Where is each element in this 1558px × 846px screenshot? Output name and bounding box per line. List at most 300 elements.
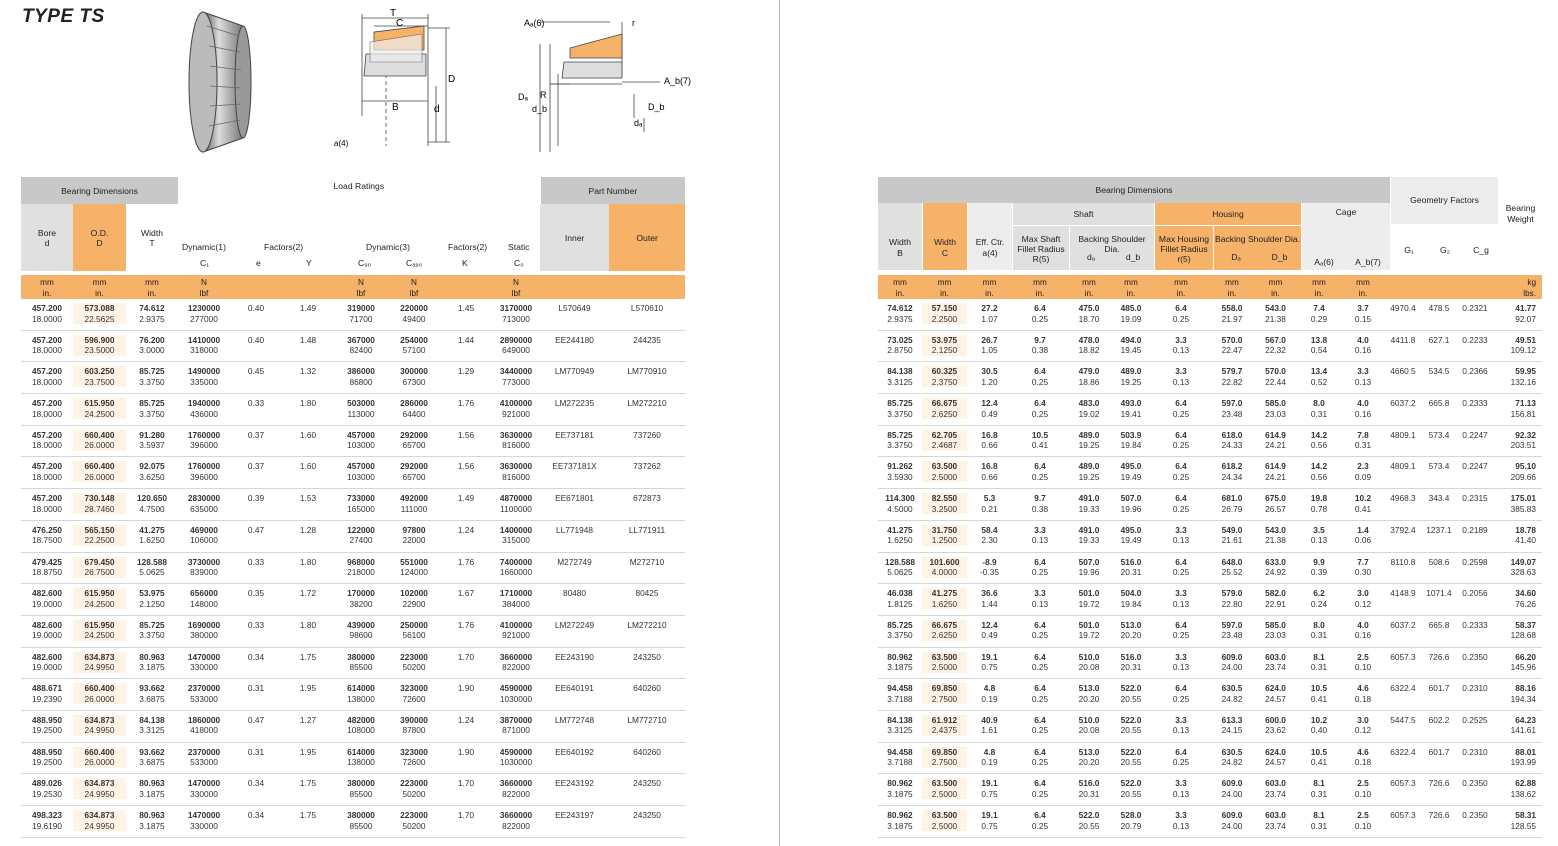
rh-secondary: 0.25: [1172, 630, 1190, 641]
ca90: [388, 557, 440, 578]
od-secondary: 22.2500: [84, 535, 115, 546]
bore-primary: 457.200: [32, 366, 62, 377]
ca90-secondary: 22900: [402, 598, 426, 609]
c-primary: 66.675: [931, 619, 958, 630]
cg: [1457, 588, 1493, 599]
header-load-ratings: Load Ratings: [333, 181, 385, 191]
Da-secondary: 22.82: [1221, 376, 1243, 387]
c0: [492, 588, 540, 609]
weight-primary: 18.78: [1515, 524, 1536, 535]
c-primary: 69.850: [931, 746, 958, 757]
ca90-secondary: 72600: [402, 757, 426, 768]
width: [126, 747, 178, 768]
b: [878, 620, 922, 641]
Ab: [1341, 620, 1385, 641]
rh: [1152, 683, 1210, 704]
c1: [178, 461, 230, 482]
y-primary: 1.75: [299, 810, 317, 820]
weight-primary: 95.10: [1515, 461, 1536, 472]
y-primary: 1.95: [299, 746, 317, 757]
g2: [1421, 683, 1457, 694]
rh: [1152, 778, 1210, 799]
c: [922, 303, 967, 324]
rs-primary: 6.4: [1034, 461, 1046, 472]
cg-primary: 0.2247: [1462, 429, 1488, 440]
weight: [1493, 683, 1536, 704]
width-primary: 53.975: [139, 588, 165, 599]
ca90-secondary: 22000: [402, 535, 426, 546]
g1: [1385, 652, 1421, 663]
cg-primary: 0.2525: [1462, 714, 1488, 725]
ca90: [388, 715, 440, 736]
g2-primary: 726.6: [1428, 810, 1450, 820]
rs-primary: 6.4: [1034, 398, 1046, 409]
c1-primary: 3730000: [187, 556, 221, 567]
Ab-primary: 7.7: [1357, 556, 1369, 567]
a-secondary: 0.19: [981, 757, 998, 768]
g1: [1385, 430, 1421, 441]
width-secondary: 5.0625: [139, 567, 165, 577]
load-row-5: [21, 457, 685, 489]
rs-primary: 9.7: [1034, 334, 1046, 345]
rh-primary: 6.4: [1175, 746, 1187, 757]
c-primary: 57.150: [931, 303, 958, 313]
e-primary: 0.33: [247, 398, 265, 409]
unit-left-9-secondary: lbf: [511, 288, 521, 298]
od-primary: 660.400: [84, 683, 115, 694]
width-primary: 74.612: [139, 303, 165, 313]
od: [73, 620, 126, 641]
g1: [1385, 303, 1421, 314]
rh: [1152, 398, 1210, 419]
outer-primary: 244235: [633, 334, 661, 345]
c: [922, 461, 967, 482]
load-row-14: [21, 743, 685, 775]
y: [282, 335, 334, 346]
ca90-primary: 220000: [400, 303, 428, 313]
cg: [1457, 493, 1493, 504]
g1-primary: 6057.3: [1390, 810, 1416, 820]
y: [282, 715, 334, 726]
header-part-number: Part Number: [540, 177, 685, 204]
e: [230, 588, 282, 599]
Db-secondary: 23.62: [1265, 725, 1286, 736]
g1: [1385, 335, 1421, 346]
cg-primary: 0.2056: [1462, 588, 1488, 599]
g2-primary: 1237.1: [1426, 524, 1452, 535]
rs-primary: 6.4: [1034, 746, 1046, 757]
k-primary: 1.49: [457, 493, 475, 504]
Db-secondary: 24.92: [1265, 567, 1286, 577]
od-secondary: 24.9950: [84, 820, 115, 831]
unit-left-9: [492, 278, 540, 299]
db-secondary: 19.49: [1120, 535, 1142, 546]
header-backing-housing: Backing Shoulder Dia.: [1214, 226, 1301, 270]
weight-primary: 64.23: [1515, 714, 1536, 725]
load-row-3: [21, 394, 685, 426]
rh: [1152, 493, 1210, 514]
g1: [1385, 525, 1421, 536]
rh-secondary: 0.25: [1172, 503, 1190, 514]
width-secondary: 3.3750: [139, 376, 165, 387]
Ab-secondary: 0.15: [1354, 313, 1372, 324]
c90-secondary: 27400: [349, 535, 373, 546]
db: [1110, 461, 1152, 482]
outer-primary: 737262: [633, 461, 661, 472]
rs-secondary: 0.25: [1031, 408, 1049, 419]
header-geometry-factors: Geometry Factors: [1391, 177, 1498, 224]
weight: [1493, 588, 1536, 609]
header-dynamic3: Dynamic(3): [366, 242, 410, 252]
e-primary: 0.47: [247, 714, 265, 725]
db-primary: 522.0: [1120, 683, 1142, 694]
c-secondary: 2.2500: [931, 313, 958, 324]
Ab: [1341, 652, 1385, 673]
b-primary: 46.038: [887, 588, 913, 599]
Aa-primary: 8.1: [1313, 651, 1325, 662]
unit-left-7-secondary: lbf: [409, 288, 419, 298]
inner-primary: EE671801: [555, 493, 594, 504]
diagram-label-da-large: Dₐ: [518, 92, 528, 102]
a-primary: 30.5: [981, 366, 998, 377]
c0: [492, 715, 540, 736]
unit-right-4-primary: mm: [1082, 278, 1096, 287]
header-Ab: A_b(7): [1355, 257, 1381, 267]
width-secondary: 3.5937: [139, 440, 165, 451]
c0-secondary: 1660000: [499, 567, 533, 577]
y-primary: 1.60: [299, 461, 317, 472]
unit-right-0: [878, 278, 922, 299]
b: [878, 430, 922, 451]
g2-primary: 1071.4: [1426, 588, 1452, 599]
bore-secondary: 18.0000: [32, 345, 62, 356]
k-primary: 1.90: [457, 746, 475, 757]
a-primary: 19.1: [981, 810, 998, 820]
od-secondary: 26.0000: [84, 440, 115, 451]
unit-left-6-secondary: lbf: [356, 288, 366, 298]
width: [126, 461, 178, 482]
header-Db: D_b: [1271, 252, 1288, 262]
a-primary: 4.8: [983, 683, 996, 694]
c90: [334, 335, 388, 356]
od-secondary: 24.2500: [84, 598, 115, 609]
k-primary: 1.56: [457, 429, 475, 440]
Ab: [1341, 715, 1385, 736]
dim-row-15: [878, 774, 1542, 806]
rh-secondary: 0.25: [1172, 567, 1190, 577]
c-primary: 63.500: [931, 778, 958, 789]
right-table-header: [878, 177, 1542, 275]
da-secondary: 19.25: [1078, 471, 1100, 482]
rh-primary: 3.3: [1175, 778, 1187, 789]
db-secondary: 19.49: [1120, 471, 1142, 482]
db-primary: 516.0: [1120, 556, 1142, 567]
outer-primary: L570610: [630, 303, 664, 313]
width: [126, 588, 178, 609]
inner-primary: EE640191: [555, 683, 594, 694]
outer-primary: 640260: [633, 746, 661, 757]
ca90-secondary: 56100: [402, 630, 426, 641]
weight-secondary: 203.51: [1510, 440, 1536, 451]
da-primary: 513.0: [1078, 746, 1100, 757]
c0-primary: 4100000: [499, 398, 533, 409]
rh-secondary: 0.25: [1172, 313, 1190, 324]
da-primary: 507.0: [1078, 556, 1100, 567]
a: [967, 715, 1012, 736]
rh: [1152, 715, 1210, 736]
weight: [1493, 620, 1536, 641]
da: [1068, 303, 1110, 324]
c90-secondary: 71700: [349, 313, 373, 324]
ca90-secondary: 67300: [402, 376, 426, 387]
c1-primary: 1760000: [187, 429, 221, 440]
rs-secondary: 0.25: [1031, 376, 1049, 387]
cg: [1457, 525, 1493, 536]
units-row-right: [878, 275, 1542, 299]
bore: [21, 335, 73, 356]
c0-secondary: 921000: [502, 408, 530, 419]
cg: [1457, 778, 1493, 789]
rh-primary: 6.4: [1175, 429, 1187, 440]
Aa-primary: 13.8: [1310, 334, 1328, 345]
unit-right-1: [922, 278, 967, 299]
y: [282, 588, 334, 599]
diagram-label-da-small: dₐ: [634, 118, 643, 128]
da-primary: 478.0: [1078, 334, 1100, 345]
db-primary: 485.0: [1120, 303, 1142, 313]
weight-secondary: 145.96: [1510, 662, 1536, 673]
unit-left-9-primary: N: [513, 278, 519, 287]
header-bearing-weight: Bearing Weight: [1505, 203, 1536, 224]
unit-right-0-primary: mm: [893, 278, 907, 287]
db-secondary: 20.79: [1120, 820, 1142, 831]
Ab: [1341, 778, 1385, 799]
c90-primary: 457000: [347, 429, 375, 440]
Aa-primary: 9.9: [1313, 556, 1325, 567]
rs-primary: 6.4: [1034, 714, 1046, 725]
a-secondary: 0.75: [981, 662, 998, 673]
da: [1068, 335, 1110, 356]
y-primary: 1.28: [299, 524, 317, 535]
c1: [178, 557, 230, 578]
a-secondary: 0.66: [981, 471, 998, 482]
unit-left-1-primary: mm: [92, 278, 107, 287]
c0-primary: 3660000: [499, 651, 533, 662]
c90-primary: 439000: [347, 619, 375, 630]
rs-primary: 6.4: [1034, 810, 1046, 820]
Aa-primary: 8.0: [1313, 398, 1325, 409]
Ab-secondary: 0.09: [1354, 471, 1372, 482]
Ab-secondary: 0.12: [1354, 598, 1372, 609]
outer: [609, 398, 685, 409]
da: [1068, 715, 1110, 736]
y-primary: 1.75: [299, 651, 317, 662]
load-row-13: [21, 711, 685, 743]
outer-primary: LM772710: [627, 714, 667, 725]
Ab-primary: 1.4: [1357, 524, 1369, 535]
Aa: [1297, 525, 1341, 546]
outer-primary: 243250: [633, 778, 661, 789]
c0: [492, 747, 540, 768]
weight-primary: 66.20: [1515, 651, 1536, 662]
ca90: [388, 303, 440, 324]
c0-primary: 3870000: [499, 714, 533, 725]
cg: [1457, 366, 1493, 377]
ca90-primary: 551000: [400, 556, 428, 567]
od-secondary: 24.9950: [84, 725, 115, 736]
da-secondary: 18.86: [1078, 376, 1100, 387]
Da: [1210, 652, 1254, 673]
e: [230, 430, 282, 441]
a: [967, 366, 1012, 387]
header-dynamic1: Dynamic(1): [182, 242, 226, 252]
header-cage: Cage: [1302, 203, 1390, 270]
dim-row-2: [878, 362, 1542, 394]
b-secondary: 4.5000: [887, 503, 913, 514]
rs: [1012, 557, 1068, 578]
cg-primary: 0.2233: [1462, 334, 1488, 345]
od-primary: 615.950: [84, 398, 115, 409]
Db-primary: 600.0: [1265, 714, 1286, 725]
a-primary: 36.6: [981, 588, 998, 599]
b-primary: 85.725: [887, 398, 913, 409]
bore-primary: 482.600: [32, 619, 62, 630]
width-secondary: 2.1250: [139, 598, 165, 609]
Aa-primary: 10.5: [1310, 683, 1328, 694]
od-primary: 660.400: [84, 429, 115, 440]
da-primary: 510.0: [1078, 651, 1100, 662]
rh-primary: 6.4: [1175, 683, 1187, 694]
load-row-7: [21, 521, 685, 553]
rh: [1152, 810, 1210, 831]
Aa-primary: 7.4: [1313, 303, 1325, 313]
cg-primary: 0.2598: [1462, 556, 1488, 567]
Da-primary: 681.0: [1221, 493, 1243, 504]
c90: [334, 461, 388, 482]
header-shaft: Shaft: [1013, 203, 1154, 225]
e: [230, 303, 282, 314]
c0: [492, 652, 540, 673]
k-primary: 1.44: [457, 334, 475, 345]
dim-row-0: [878, 299, 1542, 331]
da-secondary: 20.08: [1078, 662, 1100, 673]
g1-primary: 4660.5: [1390, 366, 1416, 377]
inner-primary: EE243197: [555, 810, 594, 820]
k-primary: 1.56: [457, 461, 475, 472]
bore: [21, 620, 73, 641]
c1-primary: 1470000: [187, 810, 221, 820]
header-bearing-dimensions: Bearing Dimensions: [21, 177, 178, 204]
width-primary: 41.275: [139, 524, 165, 535]
da-secondary: 19.02: [1078, 408, 1100, 419]
od-primary: 615.950: [84, 619, 115, 630]
rs-primary: 10.5: [1031, 429, 1049, 440]
c90: [334, 683, 388, 704]
bore-secondary: 18.0000: [32, 503, 62, 514]
Da: [1210, 778, 1254, 799]
da: [1068, 588, 1110, 609]
a-primary: 16.8: [981, 461, 998, 472]
ca90: [388, 335, 440, 356]
units-row-left: [21, 275, 685, 299]
Db-primary: 543.0: [1265, 524, 1286, 535]
da-secondary: 18.70: [1078, 313, 1100, 324]
dim-row-8: [878, 553, 1542, 585]
unit-left-3-primary: N: [201, 278, 207, 287]
bore: [21, 588, 73, 609]
bore-secondary: 18.0000: [32, 376, 62, 387]
rs: [1012, 366, 1068, 387]
da-primary: 516.0: [1078, 778, 1100, 789]
width-secondary: 3.1875: [139, 820, 165, 831]
c0: [492, 303, 540, 324]
diagram-label-t: T: [390, 8, 397, 19]
Db-primary: 543.0: [1265, 303, 1286, 313]
bore: [21, 778, 73, 799]
od-secondary: 23.5000: [84, 345, 115, 356]
Db-secondary: 22.32: [1265, 345, 1286, 356]
weight-primary: 34.60: [1515, 588, 1536, 599]
Db-secondary: 24.57: [1265, 757, 1286, 768]
outer: [609, 747, 685, 758]
Db: [1254, 493, 1297, 514]
c0: [492, 810, 540, 831]
Da: [1210, 398, 1254, 419]
a-secondary: 0.75: [981, 820, 998, 831]
ca90: [388, 525, 440, 546]
Aa-primary: 8.0: [1313, 619, 1325, 630]
b: [878, 810, 922, 831]
od-secondary: 24.2500: [84, 630, 115, 641]
weight-secondary: 138.62: [1510, 788, 1536, 799]
ca90-primary: 390000: [400, 714, 428, 725]
diagram-label-d-small: d: [434, 104, 440, 115]
weight-primary: 88.16: [1515, 683, 1536, 694]
bore-secondary: 19.2530: [32, 788, 62, 799]
bore: [21, 810, 73, 831]
k-primary: 1.76: [457, 398, 475, 409]
Db-primary: 585.0: [1265, 619, 1286, 630]
y: [282, 366, 334, 377]
rh-primary: 3.3: [1175, 651, 1187, 662]
rh-primary: 6.4: [1175, 398, 1187, 409]
ca90: [388, 461, 440, 482]
Ab: [1341, 303, 1385, 324]
k-primary: 1.29: [457, 366, 475, 377]
header-db-small: d_b: [1125, 252, 1141, 262]
k-primary: 1.70: [457, 778, 475, 789]
a-primary: 12.4: [981, 619, 998, 630]
od: [73, 493, 126, 514]
dim-row-14: [878, 743, 1542, 775]
weight-secondary: 109.12: [1510, 345, 1536, 356]
unit-right-7-primary: mm: [1225, 278, 1239, 287]
k: [440, 461, 492, 472]
c0-secondary: 1030000: [499, 757, 533, 768]
c1: [178, 430, 230, 451]
ca90: [388, 778, 440, 799]
c90-secondary: 85500: [349, 788, 373, 799]
db-primary: 528.0: [1120, 810, 1142, 820]
k: [440, 715, 492, 726]
ca90-primary: 492000: [400, 493, 428, 504]
outer: [609, 715, 685, 726]
e-primary: 0.35: [247, 588, 265, 599]
inner: [540, 747, 609, 758]
a-secondary: 1.44: [981, 598, 998, 609]
Db: [1254, 810, 1297, 831]
b-primary: 84.138: [887, 366, 913, 377]
